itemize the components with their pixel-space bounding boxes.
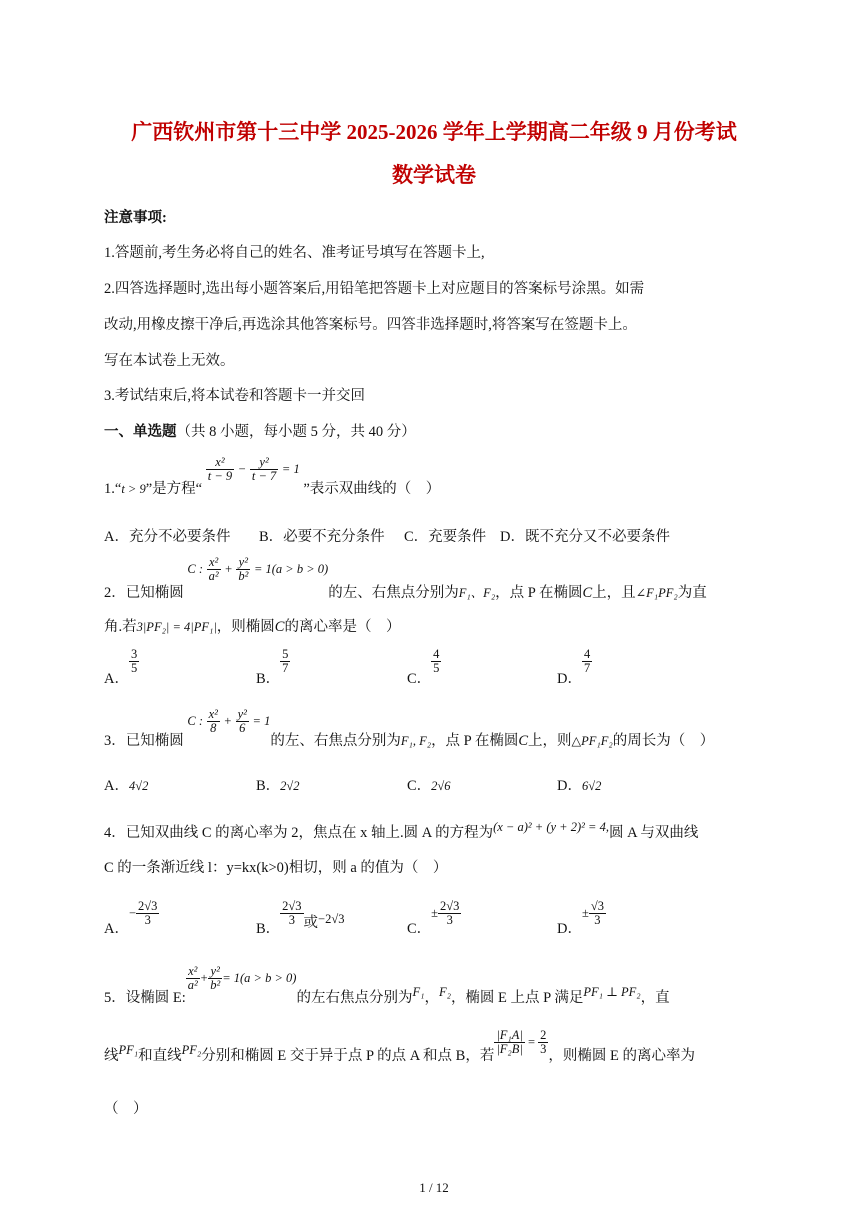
q4-option-c: C．± $\frac{2√3}{3}$	[407, 899, 460, 937]
notice-heading: 注意事项:	[104, 210, 167, 226]
q2-c-var-2: C	[274, 619, 285, 635]
q1-fraction-2: $\frac{\text{y²}}{t - 7}$	[251, 455, 277, 484]
page-number: 1 / 12	[419, 1180, 449, 1195]
q1-condition: t > 9	[121, 481, 146, 496]
q5-line2c: 分别和椭圆 E 交于异于点 P 的点 A 和点 B，若	[201, 1047, 495, 1064]
section-title	[104, 420, 416, 441]
q2-text-2: ，点 P 在椭圆	[495, 584, 583, 601]
q1-option-c: C．充要条件	[404, 529, 487, 545]
q5-text-1: 的左右焦点分别为	[296, 989, 413, 1006]
q3-option-b: B．2√2	[256, 778, 300, 794]
notice-item-2a: 2.四答选择题时,选出每小题答案后,用铅笔把答题卡上对应题目的答案标号涂黑。如需	[104, 281, 645, 297]
q3-text-2: ，点 P 在椭圆	[431, 732, 519, 749]
q2-line2-tail: ，则椭圆	[216, 619, 275, 635]
q2-ellipse-c: C :	[187, 561, 203, 576]
q1-mid-text: ”是方程“	[145, 480, 203, 497]
q2-text-4: 为直	[677, 584, 707, 601]
q3-text-1: 的左、右焦点分别为	[270, 732, 401, 749]
q5-fraction-2: $\frac{\text{y²}}{\text{b²}}$	[210, 964, 221, 993]
q1-option-b: B．必要不充分条件	[259, 529, 385, 545]
q5-perpendicular: PF₁ ⊥ PF₂	[583, 984, 641, 999]
q3-triangle: △PF₁F₂	[571, 733, 613, 748]
q2-c-var: C	[582, 584, 593, 601]
q5-text-3: ，直	[640, 989, 670, 1006]
q4-option-d-fraction: $\frac{√3}{3}$	[590, 899, 604, 928]
q2-equation-tail: = 1(a > b > 0)	[253, 561, 329, 576]
q2-fraction-2: $\frac{\text{y²}}{\text{b²}}$	[238, 555, 249, 584]
q5-lead: 5．设椭圆 E:	[104, 989, 186, 1006]
q1-tail: ”表示双曲线的（ ）	[303, 480, 441, 497]
q2-text-3: 上，且	[592, 584, 636, 601]
q2-option-d-fraction: $\frac{4}{7}$	[583, 647, 591, 676]
q1-fraction-1: $\frac{\text{x²}}{t - 9}$	[207, 455, 233, 484]
q4-option-b-fraction: $\frac{2√3}{3}$	[282, 899, 302, 928]
q5-text-2: ，椭圆 E 上点 P 满足	[450, 989, 584, 1006]
q2-option-c: C． $\frac{4}{5}$	[407, 647, 440, 687]
question-5-line-1: 5．设椭圆 E: $\frac{\text{x²}}{\text{a²}}$ + $\frac{\text{y²}}{\text{b²}}$ = 1(a > b > 0)的左右焦点分别为F₁，F₂，椭圆 E 上点 P 满足PF₁ ⊥ PF₂，直	[104, 964, 670, 1006]
question-4-line-1	[104, 821, 698, 842]
q2-angle: ∠F₁PF₂	[635, 585, 678, 600]
q5-line2d: ，则椭圆 E 的离心率为	[548, 1047, 696, 1064]
q4-circle-equation: (x − a)² + (y + 2)² = 4,	[493, 820, 609, 834]
notice-item-1: 1.答题前,考生务必将自己的姓名、准考证号填写在答题卡上,	[104, 245, 485, 261]
q2-plus: +	[224, 561, 233, 576]
q2-condition: 3|PF₂| = 4|PF₁|	[136, 620, 217, 634]
exam-title-line2: 数学试卷	[392, 163, 476, 187]
q3-equation-tail: = 1	[252, 713, 271, 728]
q4-option-c-fraction: $\frac{2√3}{3}$	[440, 899, 460, 928]
q5-fraction-1: $\frac{\text{x²}}{\text{a²}}$	[187, 964, 198, 993]
q4-line1b: 圆 A 与双曲线	[608, 825, 699, 841]
q1-equals: = 1	[281, 461, 300, 476]
q3-option-a: A．4√2	[104, 778, 149, 794]
q3-foci: F₁, F₂	[400, 733, 432, 748]
q2-option-b-fraction: $\frac{5}{7}$	[282, 647, 289, 676]
q2-text-1: 的左、右焦点分别为	[328, 584, 459, 601]
notice-item-2b: 改动,用橡皮擦干净后,再选涂其他答案标号。四答非选择题时,将答案写在签题卡上。	[104, 317, 637, 333]
question-3	[104, 707, 715, 749]
q4-option-a-fraction: $\frac{2√3}{3}$	[138, 899, 158, 928]
q4-line-2: C 的一条渐近线 l：y=kx(k>0)相切，则 a 的值为（ ）	[104, 860, 448, 876]
question-1	[104, 455, 441, 497]
q5-equation-tail: = 1(a > b > 0)	[222, 970, 297, 985]
q2-option-d: D． $\frac{4}{7}$	[557, 647, 591, 687]
question-2-line-2	[104, 615, 400, 636]
q3-option-c: C．2√6	[407, 778, 451, 794]
section-info: （共 8 小题，每小题 5 分，共 40 分）	[176, 424, 416, 440]
q4-option-b: B． $\frac{2√3}{3}$ 或−2√3	[256, 899, 345, 937]
q5-f2: F₂	[438, 984, 451, 999]
q5-pf2: PF₂	[181, 1042, 202, 1057]
q2-lead: 2．已知椭圆	[104, 584, 184, 601]
q1-option-a: A．充分不必要条件	[104, 529, 231, 545]
q5-ratio-fraction: $\frac{\text{|F₁A|}}{\text{|F₂B|}}$	[496, 1028, 523, 1057]
q3-text-3: 上，则	[528, 732, 572, 749]
question-2-line-1	[104, 555, 707, 601]
q2-option-a-fraction: $\frac{3}{5}$	[130, 647, 138, 676]
q5-ratio-value: $\frac{2}{3}$	[540, 1028, 547, 1057]
q4-line1a: 4．已知双曲线 C 的离心率为 2，焦点在 x 轴上.圆 A 的方程为	[104, 825, 494, 841]
q3-fraction-1: $\frac{\text{x²}}{8}$	[208, 707, 218, 736]
q2-option-a: A． $\frac{3}{5}$	[104, 647, 138, 687]
q5-line-3: （ ）	[104, 1101, 148, 1117]
q2-line2-lead: 角.若	[104, 619, 137, 635]
notice-item-3: 3.考试结束后,将本试卷和答题卡一并交回	[104, 388, 365, 404]
q3-option-d: D．6√2	[557, 778, 602, 794]
notice-item-2c: 写在本试卷上无效。	[104, 353, 235, 369]
section-name: 一、单选题	[104, 424, 177, 440]
q4-option-a: A．− $\frac{2√3}{3}$	[104, 899, 158, 937]
q5-f1: F₁	[412, 984, 425, 999]
exam-title-line1: 广西钦州市第十三中学 2025-2026 学年上学期高二年级 9 月份考试	[131, 120, 737, 144]
q3-lead: 3．已知椭圆	[104, 732, 184, 749]
q1-open-quote: “	[114, 480, 122, 497]
q3-c-var: C	[518, 732, 529, 749]
q5-pf1: PF₁	[118, 1042, 139, 1057]
q2-option-b: B． $\frac{5}{7}$	[256, 647, 289, 687]
q5-plus: +	[199, 970, 209, 985]
question-5-line-2: 线PF₁和直线PF₂分别和椭圆 E 交于异于点 P 的点 A 和点 B，若 $\frac{\text{|F₁A|}}{\text{|F₂B|}}$ = $\frac{2}{3}$ ，则椭圆 E 的离心率为	[104, 1028, 696, 1064]
q2-fraction-1: $\frac{\text{x²}}{\text{a²}}$	[208, 555, 219, 584]
q2-option-c-fraction: $\frac{4}{5}$	[433, 647, 440, 676]
q2-line2-tail2: 的离心率是（ ）	[284, 619, 401, 635]
q1-minus: −	[237, 461, 247, 476]
q3-text-4: 的周长为（ ）	[612, 732, 715, 749]
q1-number: 1.	[104, 480, 115, 497]
q4-option-d: D．± $\frac{√3}{3}$	[557, 899, 604, 937]
q2-foci: F₁、F₂	[458, 585, 496, 600]
q3-ellipse-c: C :	[187, 713, 203, 728]
q3-plus: +	[223, 713, 232, 728]
q1-option-d: D．既不充分又不必要条件	[500, 529, 670, 545]
q3-fraction-2: $\frac{\text{y²}}{6}$	[237, 707, 247, 736]
